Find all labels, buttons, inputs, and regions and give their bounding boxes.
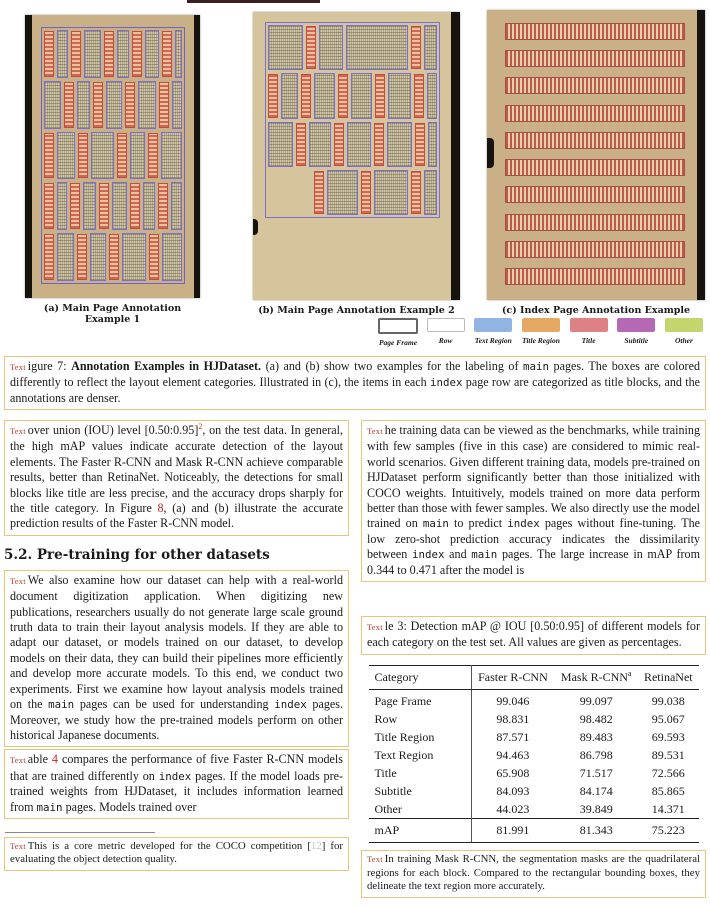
legend-item-subtitle: Subtitle (614, 318, 658, 347)
table-footnote: Text In training Mask R-CNN, the segmentation masks are the quadrilateral regions for each block. Compared to the rectangular bounding boxes, they delineate the text region more accurately. (361, 850, 706, 897)
footnote-rule (5, 832, 155, 833)
paragraph-iou: Text over union (IOU) level [0.50:0.95]$^2$, on the test data. In general, the high mAP values indicate accurate detection of the layout elements. The Faster R-CNN and Mask R-CNN achieve comparable results, better than RetinaNet. Noticeably, the detections for small blocks like title are less precise, and the accuracy drops sharply for the title category. In Figure 8, (a) and (b) illustrate the accurate prediction results of the Faster R-CNN model. (4, 420, 349, 536)
layout-annotation-label: Text (367, 426, 383, 436)
col-header-faster-rcnn: Faster R-CNN (471, 665, 554, 689)
legend-item-title-region: Title Region (519, 318, 563, 347)
layout-annotation-label: Text (367, 622, 383, 633)
figure-panel-b (253, 12, 460, 316)
legend-swatch-title (570, 318, 608, 332)
scanned-page-c (487, 10, 705, 300)
figure-8-link[interactable]: 8 (157, 501, 164, 516)
book-edge (25, 15, 32, 298)
cropped-figure-edge (187, 0, 320, 3)
table-header-row (369, 665, 699, 689)
figure-7-caption: Text igure 7: Annotation Examples in HJDataset. (a) and (b) show two examples for the labeling of main pages. The boxes are colored differently to reflect the layout element categories. Illustrated in (c), the items in each index page row are categorized as title blocks, and the annotations are denser. (4, 356, 706, 410)
table-row: Title 65.908 71.517 72.566 (369, 764, 699, 782)
table-row: Text Region 94.463 86.798 89.531 (369, 746, 699, 764)
book-edge (697, 10, 705, 300)
table-4-link[interactable]: 4 (51, 752, 58, 767)
legend-swatch-page-frame (378, 318, 418, 334)
layout-annotation-label: Text (367, 854, 383, 865)
section-heading-5-2: 5.2. Pre-training for other datasets (4, 546, 270, 563)
figure-7-panels (0, 10, 710, 325)
figure-legend (376, 318, 706, 347)
book-edge (194, 15, 200, 298)
citation-12-link[interactable]: 12 (310, 839, 322, 852)
legend-item-row: Row (424, 318, 468, 347)
book-clip (487, 138, 494, 168)
legend-swatch-title-region (522, 318, 560, 332)
legend-swatch-subtitle (617, 318, 655, 332)
scanned-page-b (253, 12, 460, 300)
table-summary-row: mAP 81.991 81.343 75.223 (369, 819, 699, 843)
legend-item-page-frame: Page Frame (376, 318, 420, 347)
table-footnote-marker: a (627, 668, 632, 678)
table-3 (369, 665, 699, 844)
table-3-caption: Text le 3: Detection mAP @ IOU [0.50:0.95] of different models for each category on the test set. All values are given as percentages. (361, 616, 706, 655)
col-header-category: Category (369, 665, 472, 689)
paragraph-table4: Text able 4 compares the performance of five Faster R-CNN models that are trained differently on index pages. If the model loads pre-trained weights from HJDataset, it includes information learned from main pages. Models trained over (4, 749, 349, 819)
legend-swatch-row (427, 318, 465, 332)
table-row: Row 98.831 98.482 95.067 (369, 710, 699, 728)
paragraph-pretraining: Text We also examine how our dataset can help with a real-world document digitization application. When digitizing new publications, researchers usually do not generate large scale ground truth data to train their layout analysis models. If they are able to adapt our dataset, or models trained on our dataset, to develop models on their data, they can build their pipelines more efficiently and develop more accurate models. To this end, we conduct two experiments. First we examine how layout analysis models trained on the main pages can be used for understanding index pages. Moreover, we study how the pre-trained models perform on other historical Japanese documents. (4, 570, 349, 747)
layout-annotation-label: Text (10, 840, 26, 851)
layout-annotation-label: Text (10, 755, 26, 766)
layout-annotation-label: Text (10, 426, 26, 436)
col-header-retinanet: RetinaNet (638, 665, 698, 689)
col-header-mask-rcnn: Mask R-CNN$^a$ (554, 665, 638, 689)
table-row: Subtitle 84.093 84.174 85.865 (369, 782, 699, 800)
page-blemish (253, 219, 258, 235)
page-frame-annotation (265, 22, 440, 218)
panel-caption-b: (b) Main Page Annotation Example 2 (258, 305, 455, 316)
table-row: Other 44.023 39.849 14.371 (369, 800, 699, 819)
legend-swatch-text-region (474, 318, 512, 332)
footnote-coco: Text This is a core metric developed for the COCO competition [12] for evaluating the object detection quality. (4, 837, 349, 871)
index-row-annotations (505, 23, 685, 285)
legend-item-text-region: Text Region (471, 318, 515, 347)
panel-caption-c: (c) Index Page Annotation Example (501, 305, 691, 316)
footnote-marker[interactable]: 2 (198, 421, 203, 431)
page-frame-annotation (41, 27, 185, 284)
book-edge (451, 12, 460, 300)
scanned-page-a (25, 15, 200, 298)
layout-annotation-label: Text (10, 575, 26, 586)
table-row: Page Frame 99.046 99.097 99.038 (369, 689, 699, 710)
legend-swatch-other (665, 318, 703, 332)
panel-caption-a: (a) Main Page Annotation Example 1 (43, 303, 182, 325)
paragraph-benchmarks: Text he training data can be viewed as the benchmarks, while training with few samples (five in this case) are considered to mimic real-world scenarios. Given different training data, models pre-trained on HJDataset perform significantly better than those initialized with COCO weights. Intuitively, models trained on more data perform better than those with fewer samples. We also directly use the model trained on main to predict index pages without fine-tuning. The low zero-shot prediction accuracy indicates the dissimilarity between index and main pages. The large increase in mAP from 0.344 to 0.471 after the model is (361, 420, 706, 582)
layout-annotation-label: Text (10, 362, 26, 372)
right-column (361, 420, 706, 898)
left-column (4, 420, 349, 898)
legend-item-other: Other (662, 318, 706, 347)
legend-item-title: Title (567, 318, 611, 347)
figure-panel-c (487, 10, 705, 316)
figure-panel-a (25, 15, 200, 325)
table-row: Title Region 87.571 89.483 69.593 (369, 728, 699, 746)
